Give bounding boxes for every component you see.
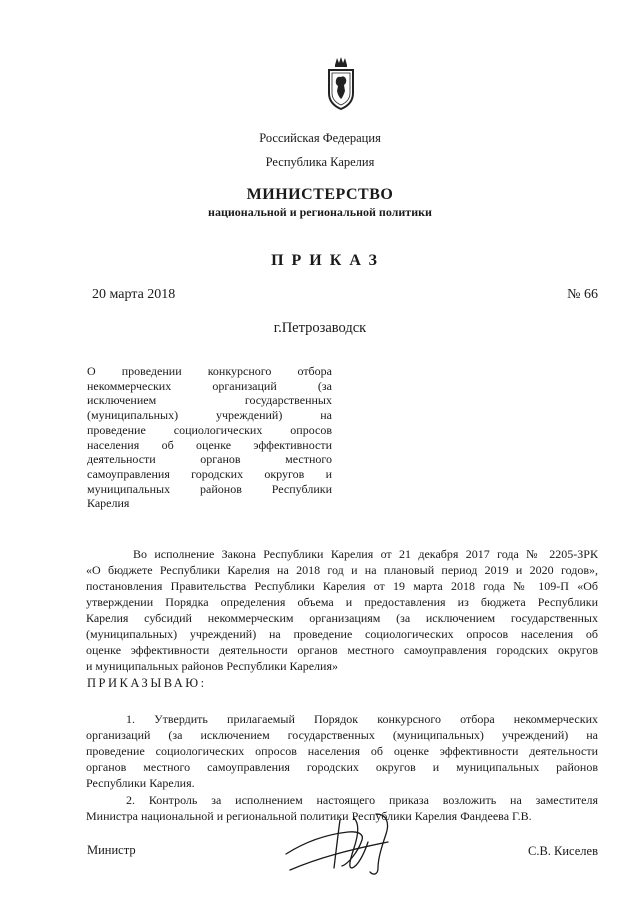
preamble-line: оценке эффективности деятельности органов местного самоуправления городских округов xyxy=(86,643,598,657)
preamble-line: (муниципальных) учреждений) на проведение социологических опросов населения об xyxy=(86,627,598,641)
subject-line: населения об оценке эффективности xyxy=(87,437,332,452)
order-title: ПРИКАЗ xyxy=(271,252,385,269)
coat-of-arms-icon xyxy=(326,56,356,110)
subject-line: (муниципальных) учреждений) на xyxy=(87,408,332,423)
subject-line: деятельности органов местного xyxy=(87,452,332,467)
order-item-1 xyxy=(86,711,598,791)
ministry-subtitle: национальной и региональной политики xyxy=(208,205,432,219)
crown-icon xyxy=(335,57,347,67)
order-city: г.Петрозаводск xyxy=(273,320,367,336)
item-line: органов местного самоуправления городских округов и муниципальных районов xyxy=(86,760,598,774)
subject-line: исключением государственных xyxy=(87,393,332,408)
signatory-position: Министр xyxy=(87,843,136,857)
subject-line: проведение социологических опросов xyxy=(87,422,332,437)
preamble-line: «О бюджете Республики Карелия на 2018 год и на плановый период 2019 и 2020 годов», xyxy=(86,563,598,577)
preamble-line: и муниципальных районов Республики Карелия» xyxy=(86,659,338,673)
subject-line: муниципальных районов Республики xyxy=(87,481,332,496)
order-number: № 66 xyxy=(567,287,598,302)
subject-line: О проведении конкурсного отбора xyxy=(87,364,332,378)
item-line: Министра национальной и региональной политики Республики Карелия Фандеева Г.В. xyxy=(86,809,532,823)
ministry-title: МИНИСТЕРСТВО xyxy=(246,186,394,203)
order-date: 20 марта 2018 xyxy=(92,287,176,302)
subject-line: самоуправления городских округов и xyxy=(87,466,332,481)
signatory-name: С.В. Киселев xyxy=(527,844,598,858)
order-subject xyxy=(87,364,332,511)
item-line: 2. Контроль за исполнением настоящего приказа возложить на заместителя xyxy=(126,793,598,807)
country-name: Российская Федерация xyxy=(259,131,381,145)
handwritten-signature xyxy=(278,808,418,880)
subject-line: некоммерческих организаций (за xyxy=(87,378,332,393)
directive-label: ПРИКАЗЫВАЮ: xyxy=(87,676,207,690)
item-line: организаций (за исключением государственных (муниципальных) учреждений) на xyxy=(86,728,598,742)
bear-icon xyxy=(336,76,347,99)
item-line: Республики Карелия. xyxy=(86,776,195,790)
republic-name: Республика Карелия xyxy=(265,155,375,169)
preamble-line: Во исполнение Закона Республики Карелия от 21 декабря 2017 года № 2205-ЗРК xyxy=(133,547,598,561)
preamble-line: Карелия субсидий некоммерческим организациям (за исключением государственных xyxy=(86,611,598,625)
preamble-line: постановления Правительства Республики Карелия от 19 марта 2018 года № 109-П «Об xyxy=(86,579,598,593)
preamble-line: утверждении Порядка определения объема и предоставления из бюджета Республики xyxy=(86,595,598,609)
item-line: 1. Утвердить прилагаемый Порядок конкурсного отбора некоммерческих xyxy=(126,712,598,726)
preamble-paragraph xyxy=(86,546,598,674)
item-line: проведение социологических опросов населения об оценке эффективности деятельности xyxy=(86,744,598,758)
subject-line: Карелия xyxy=(87,496,130,511)
